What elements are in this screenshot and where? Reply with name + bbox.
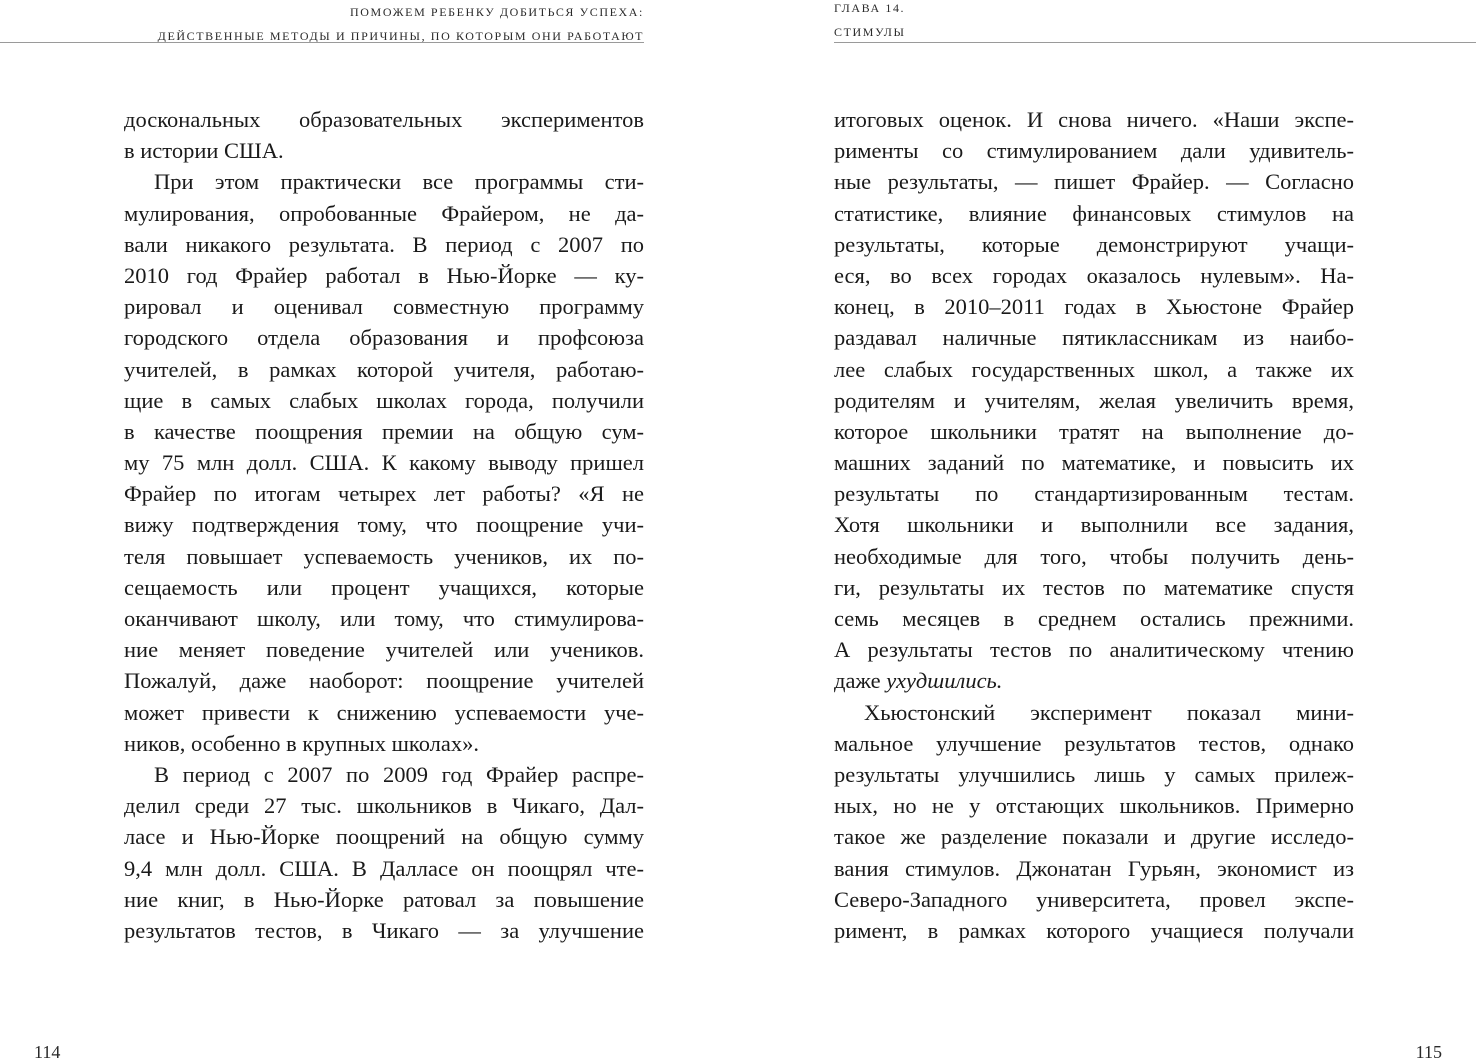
body-text-right (834, 104, 1354, 946)
text-line: машних заданий по математике, и повысить их (834, 450, 1354, 476)
text-line: щие в самых слабых школах города, получили (124, 387, 644, 413)
text-line: ги, результаты их тестов по математике спустя (834, 574, 1354, 600)
text-line: ников, особенно в крупных школах». (124, 730, 480, 756)
running-head-right (834, 0, 906, 44)
text-line: сещаемость или процент учащихся, которые (124, 574, 644, 600)
running-head-line: ДЕЙСТВЕННЫЕ МЕТОДЫ И ПРИЧИНЫ, ПО КОТОРЫМ ОНИ РАБОТАЮТ (157, 29, 644, 43)
text-line: вали никакого результата. В период с 2007 по (124, 231, 644, 257)
text-line: Северо-Западного университета, провел экспе- (834, 886, 1354, 912)
running-head-left (158, 0, 644, 48)
text-line: раздавал наличные пятиклассникам из наибо- (834, 325, 1354, 351)
text-line: может привести к снижению успеваемости уче- (124, 699, 644, 725)
text-line: теля повышает успеваемость учеников, их по- (124, 543, 644, 569)
text-line: результаты по стандартизированным тестам. (834, 481, 1354, 507)
text-line: в качестве поощрения премии на общую сум- (124, 418, 644, 444)
text-line: вания стимулов. Джонатан Гурьян, экономист из (834, 855, 1354, 881)
text-line: ласе и Нью-Йорке поощрений на общую сумму (124, 824, 644, 850)
text-line: рировал и оценивал совместную программу (124, 294, 644, 320)
text-line: оканчивают школу, или тому, что стимулирова- (124, 606, 644, 631)
running-head-line: ГЛАВА 14. (834, 1, 906, 15)
header-rule (834, 42, 1476, 43)
text-line: доскональных образовательных экспериментов (124, 107, 644, 132)
text-line: учителей, в рамках которой учителя, работаю- (124, 356, 644, 382)
running-head-line: ПОМОЖЕМ РЕБЕНКУ ДОБИТЬСЯ УСПЕХА: (350, 5, 644, 19)
paragraph-start: При этом практически все программы сти- (154, 169, 644, 195)
text-line: мальное улучшение результатов тестов, однако (834, 730, 1354, 756)
text-line: делил среди 27 тыс. школьников в Чикаго, Дал- (124, 793, 644, 819)
text-line: результаты улучшились лишь у самых прилеж- (834, 761, 1354, 787)
text-line: итоговых оценок. И снова ничего. «Наши экспе- (834, 107, 1354, 132)
text-line: семь месяцев в среднем остались прежними. (834, 606, 1354, 631)
italic-emphasis: ухудшились. (886, 668, 1003, 694)
text-line: лее слабых государственных школ, а также их (834, 356, 1354, 382)
text-fragment: даже (834, 668, 887, 694)
text-line: в истории США. (124, 138, 284, 164)
text-line: конец, в 2010–2011 годах в Хьюстоне Фрайер (834, 294, 1354, 320)
text-line: римент, в рамках которого учащиеся получали (834, 917, 1354, 943)
right-page (738, 0, 1476, 1064)
text-line: еся, во всех городах оказалось нулевым». На- (834, 262, 1354, 288)
text-line: ние меняет поведение учителей или учеников. (124, 637, 644, 663)
text-line: ные результаты, — пишет Фрайер. — Согласно (834, 169, 1354, 195)
text-line: родителям и учителям, желая увеличить время, (834, 387, 1354, 413)
text-line: статистике, влияние финансовых стимулов на (834, 200, 1354, 226)
text-line: вижу подтверждения тому, что поощрение учи- (124, 512, 644, 538)
paragraph-start: Хьюстонский эксперимент показал мини- (864, 699, 1354, 725)
text-line: мулирования, опробованные Фрайером, не да- (124, 200, 644, 226)
page-number-left: 114 (34, 1042, 61, 1062)
text-line: рименты со стимулированием дали удивитель- (834, 138, 1354, 164)
text-line: городского отдела образования и профсоюза (124, 325, 644, 351)
text-line: 2010 год Фрайер работал в Нью-Йорке — ку- (124, 262, 644, 288)
text-line: результатов тестов, в Чикаго — за улучшение (124, 917, 644, 943)
text-line: А результаты тестов по аналитическому чтению (834, 637, 1354, 663)
text-line: му 75 млн долл. США. К какому выводу пришел (124, 450, 644, 476)
page-number-right: 115 (1415, 1042, 1442, 1062)
paragraph-start: В период с 2007 по 2009 год Фрайер распре- (154, 761, 644, 787)
text-line: 9,4 млн долл. США. В Далласе он поощрял чте- (124, 855, 644, 881)
text-line: Пожалуй, даже наоборот: поощрение учителей (124, 668, 644, 694)
body-text-left (124, 104, 644, 946)
text-line: необходимые для того, чтобы получить день- (834, 543, 1354, 569)
text-line: ние книг, в Нью-Йорке ратовал за повышение (124, 886, 644, 912)
header-rule (0, 42, 644, 43)
text-line (834, 665, 1354, 696)
text-line: Фрайер по итогам четырех лет работы? «Я не (124, 481, 644, 507)
text-line: которое школьники тратят на выполнение до- (834, 418, 1354, 444)
text-line: такое же разделение показали и другие исследо- (834, 824, 1354, 850)
running-head-line: СТИМУЛЫ (834, 25, 906, 39)
text-line: результаты, которые демонстрируют учащи- (834, 231, 1354, 257)
text-line: Хотя школьники и выполнили все задания, (834, 512, 1354, 538)
text-line: ных, но не у отстающих школьников. Примерно (834, 793, 1354, 819)
